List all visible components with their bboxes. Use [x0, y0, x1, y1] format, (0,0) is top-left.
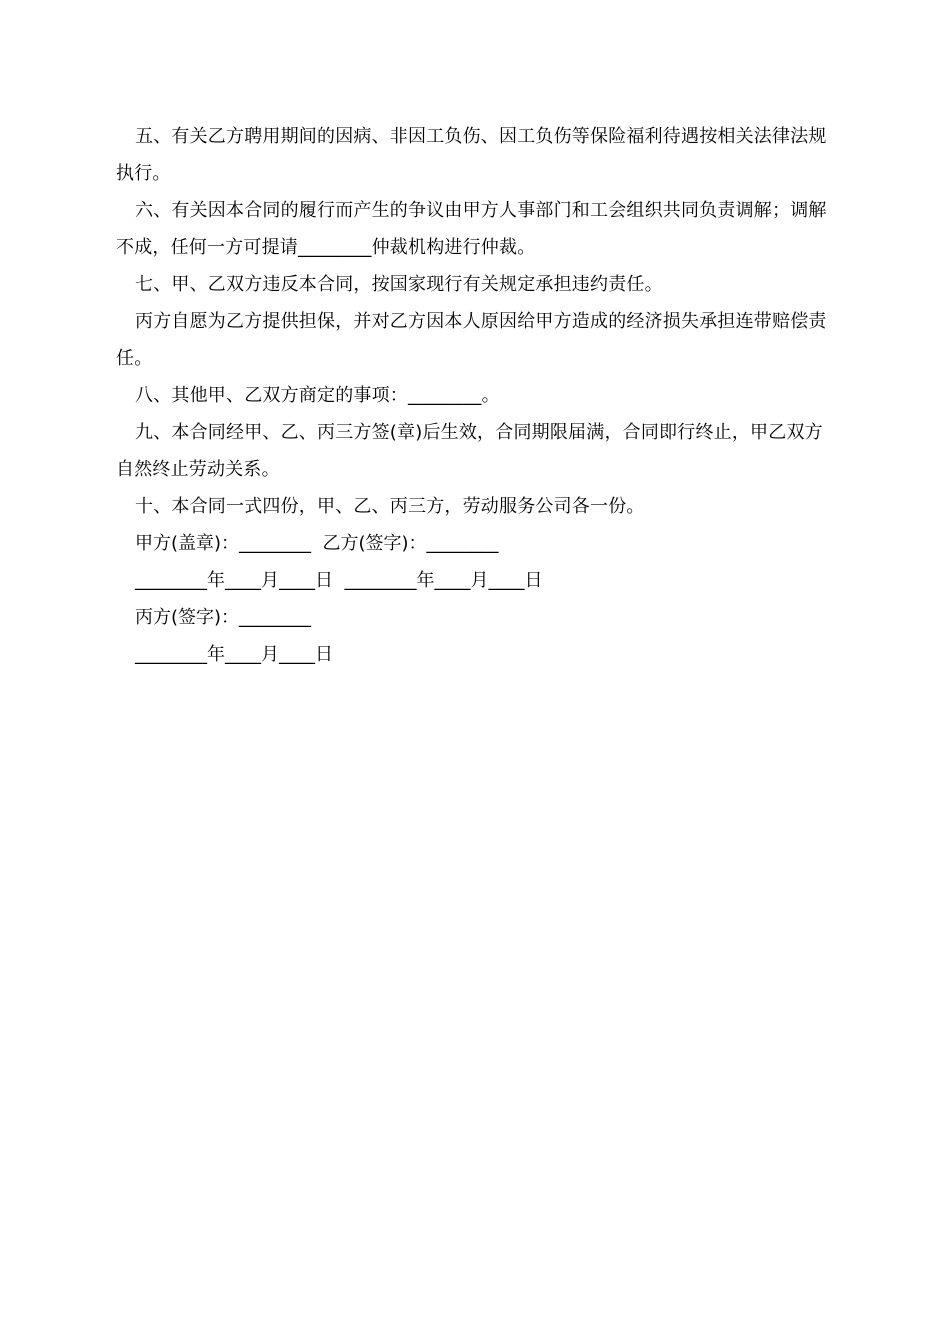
clause-five: 五、有关乙方聘用期间的因病、非因工负伤、因工负伤等保险福利待遇按相关法律法规执行。 [116, 126, 827, 184]
guarantee-clause: 丙方自愿为乙方提供担保，并对乙方因本人原因给甲方造成的经济损失承担连带赔偿责任。 [116, 311, 827, 369]
clause-eight: 八、其他甲、乙双方商定的事项：________。 [135, 385, 500, 406]
clause-seven: 七、甲、乙双方违反本合同，按国家现行有关规定承担违约责任。 [135, 274, 663, 295]
contract-page [116, 118, 836, 673]
clause-ten: 十、本合同一式四份，甲、乙、丙三方，劳动服务公司各一份。 [135, 496, 645, 517]
date-party-c: ________年____月____日 [135, 644, 333, 665]
date-party-a-b: ________年____月____日 ________年____月____日 [135, 570, 543, 591]
clause-six: 六、有关因本合同的履行而产生的争议由甲方人事部门和工会组织共同负责调解；调解不成，任何一方可提请________仲裁机构进行仲裁。 [116, 200, 827, 258]
signature-party-a-b: 甲方(盖章)：________ 乙方(签字)：________ [135, 533, 499, 554]
clause-nine: 九、本合同经甲、乙、丙三方签(章)后生效，合同期限届满，合同即行终止，甲乙双方自然终止劳动关系。 [116, 422, 823, 480]
signature-party-c: 丙方(签字)：________ [135, 607, 312, 628]
